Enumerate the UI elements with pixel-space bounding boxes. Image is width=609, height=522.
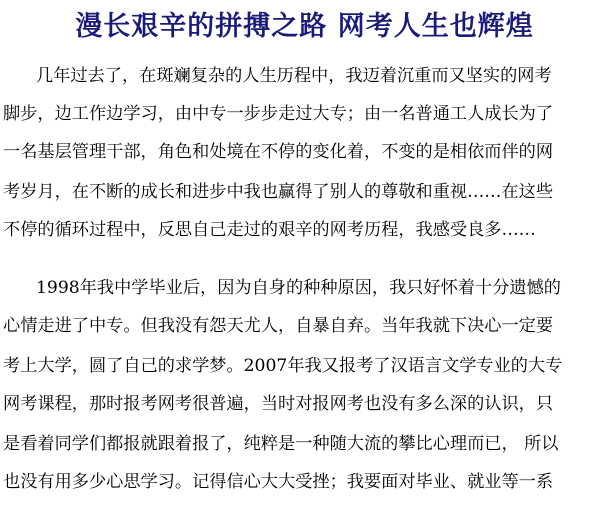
paragraph-1-line-5: 不停的循环过程中，反思自己走过的艰辛的网考历程，我感受良多…… — [3, 220, 536, 240]
paragraph-2-line-5: 是看着同学们都报就跟着报了，纯粹是一种随大流的攀比心理而已， 所以 — [3, 434, 559, 454]
paragraph-2-line-1: 1998年我中学毕业后，因为自身的种种原因，我只好怀着十分遗憾的 — [36, 278, 561, 298]
paragraph-1-line-3: 一名基层管理干部，角色和处境在不停的变化着，不变的是相依而伴的网 — [3, 142, 554, 162]
paragraph-2-line-6: 也没有用多少心思学习。记得信心大大受挫；我要面对毕业、就业等一系 — [3, 472, 554, 492]
paragraph-2-line-3: 考上大学，圆了自己的求学梦。2007年我又报考了汉语言文学专业的大专 — [3, 356, 563, 376]
paragraph-2-line-4: 网考课程，那时报考网考很普遍，当时对报网考也没有多么深的认识，只 — [3, 394, 554, 414]
document-title: 漫长艰辛的拼搏之路 网考人生也辉煌 — [75, 11, 534, 42]
paragraph-1-line-1: 几年过去了，在斑斓复杂的人生历程中，我迈着沉重而又坚实的网考 — [36, 66, 552, 86]
paragraph-1-line-4: 考岁月，在不断的成长和进步中我也赢得了别人的尊敬和重视……在这些 — [3, 182, 554, 202]
paragraph-2-line-2: 心情走进了中专。但我没有怨天尤人，自暴自弃。当年我就下决心一定要 — [3, 316, 554, 336]
paragraph-1-line-2: 脚步，边工作边学习，由中专一步步走过大专；由一名普通工人成长为了 — [3, 104, 554, 124]
